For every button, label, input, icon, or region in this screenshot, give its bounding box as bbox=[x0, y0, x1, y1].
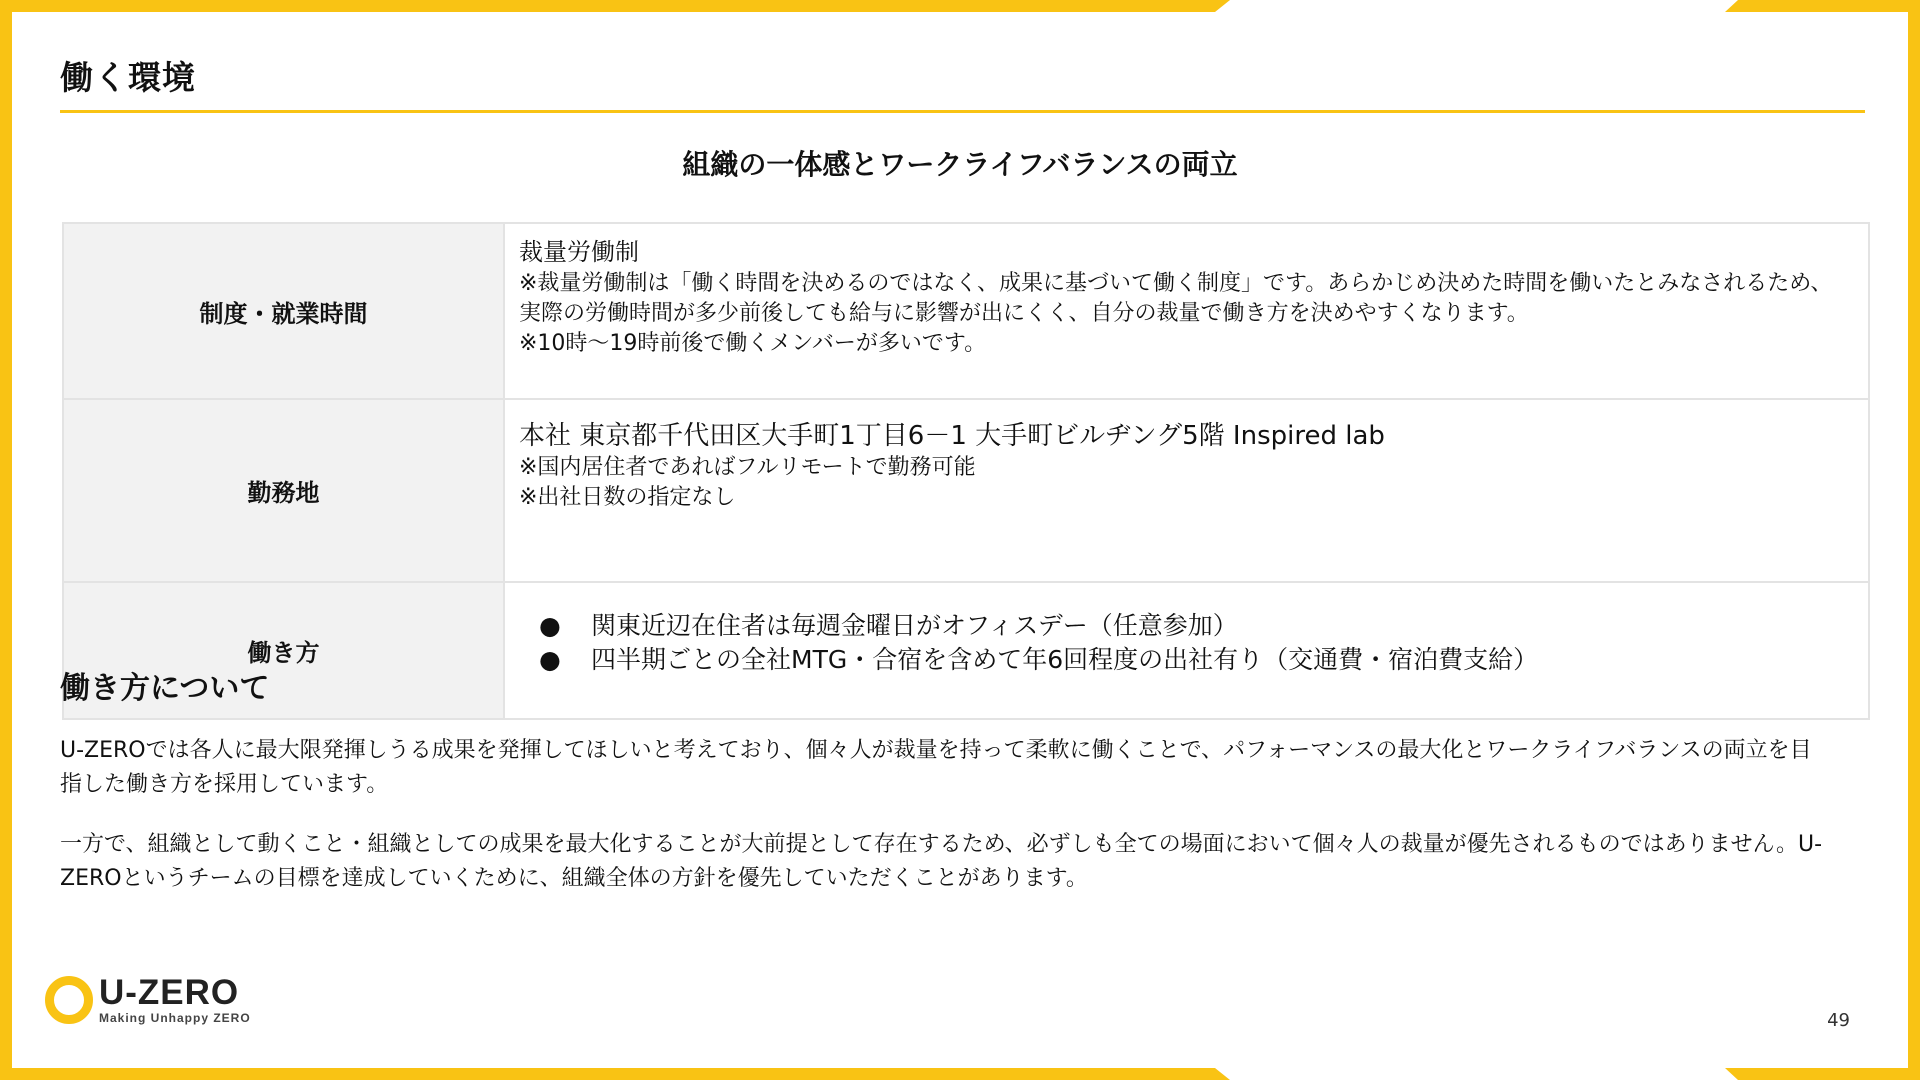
row-label-location: 勤務地 bbox=[63, 399, 504, 582]
list-item bbox=[539, 643, 1848, 677]
logo-wordmark bbox=[99, 975, 251, 1025]
company-logo bbox=[45, 975, 251, 1025]
table-row bbox=[63, 399, 1869, 582]
table-row bbox=[63, 223, 1869, 399]
row-value-location bbox=[504, 399, 1869, 582]
office-address: 本社 東京都千代田区大手町1丁目6－1 大手町ビルヂング5階 Inspired lab bbox=[519, 421, 1385, 451]
row-value-hours bbox=[504, 223, 1869, 399]
bullet-icon: ● bbox=[539, 611, 561, 640]
slide-subtitle: 組織の一体感とワークライフバランスの両立 bbox=[682, 148, 1238, 181]
work-system-note: ※裁量労働制は「働く時間を決めるのではなく、成果に基づいて働く制度」です。あらかじめ決めた時間を働いたとみなされるため、実際の労働時間が多少前後しても給与に影響が出にくく、自分の裁量で働き方を決めやすくなります。 bbox=[519, 271, 1833, 326]
page-title: 働く環境 bbox=[60, 58, 196, 97]
row-value-workstyle bbox=[504, 582, 1869, 719]
title-underline bbox=[60, 110, 1865, 113]
list-item-text: 四半期ごとの全社MTG・合宿を含めて年6回程度の出社有り（交通費・宿泊費支給） bbox=[591, 645, 1539, 674]
workstyle-list bbox=[519, 595, 1848, 677]
table-row bbox=[63, 582, 1869, 719]
office-days-note: ※出社日数の指定なし bbox=[519, 485, 736, 510]
section-heading: 働き方について bbox=[60, 671, 270, 706]
body-paragraph: 一方で、組織として動くこと・組織としての成果を最大化することが大前提として存在するため、必ずしも全ての場面において個々人の裁量が優先されるものではありません。U-ZEROというチームの目標を達成していくために、組織全体の方針を優先していただくことがあります。 bbox=[60, 832, 1823, 891]
row-label-hours: 制度・就業時間 bbox=[63, 223, 504, 399]
list-item-text: 関東近辺在住者は毎週金曜日がオフィスデー（任意参加） bbox=[591, 611, 1238, 640]
work-system-name: 裁量労働制 bbox=[519, 238, 639, 266]
bullet-icon: ● bbox=[539, 645, 561, 674]
body-paragraph: U-ZEROでは各人に最大限発揮しうる成果を発揮してほしいと考えており、個々人が裁量を持って柔軟に働くことで、パフォーマンスの最大化とワークライフバランスの両立を目指した働き方を採用しています。 bbox=[60, 738, 1812, 797]
row-label-workstyle: 働き方 bbox=[63, 582, 504, 719]
work-environment-table bbox=[62, 222, 1870, 720]
logo-ring-icon bbox=[45, 976, 93, 1024]
logo-name: U-ZERO bbox=[99, 973, 240, 1012]
page-number: 49 bbox=[1827, 1010, 1850, 1031]
remote-work-note: ※国内居住者であればフルリモートで勤務可能 bbox=[519, 455, 976, 480]
list-item bbox=[539, 609, 1848, 643]
logo-tagline: Making Unhappy ZERO bbox=[99, 1011, 251, 1025]
working-hours-note: ※10時～19時前後で働くメンバーが多いです。 bbox=[519, 331, 987, 356]
